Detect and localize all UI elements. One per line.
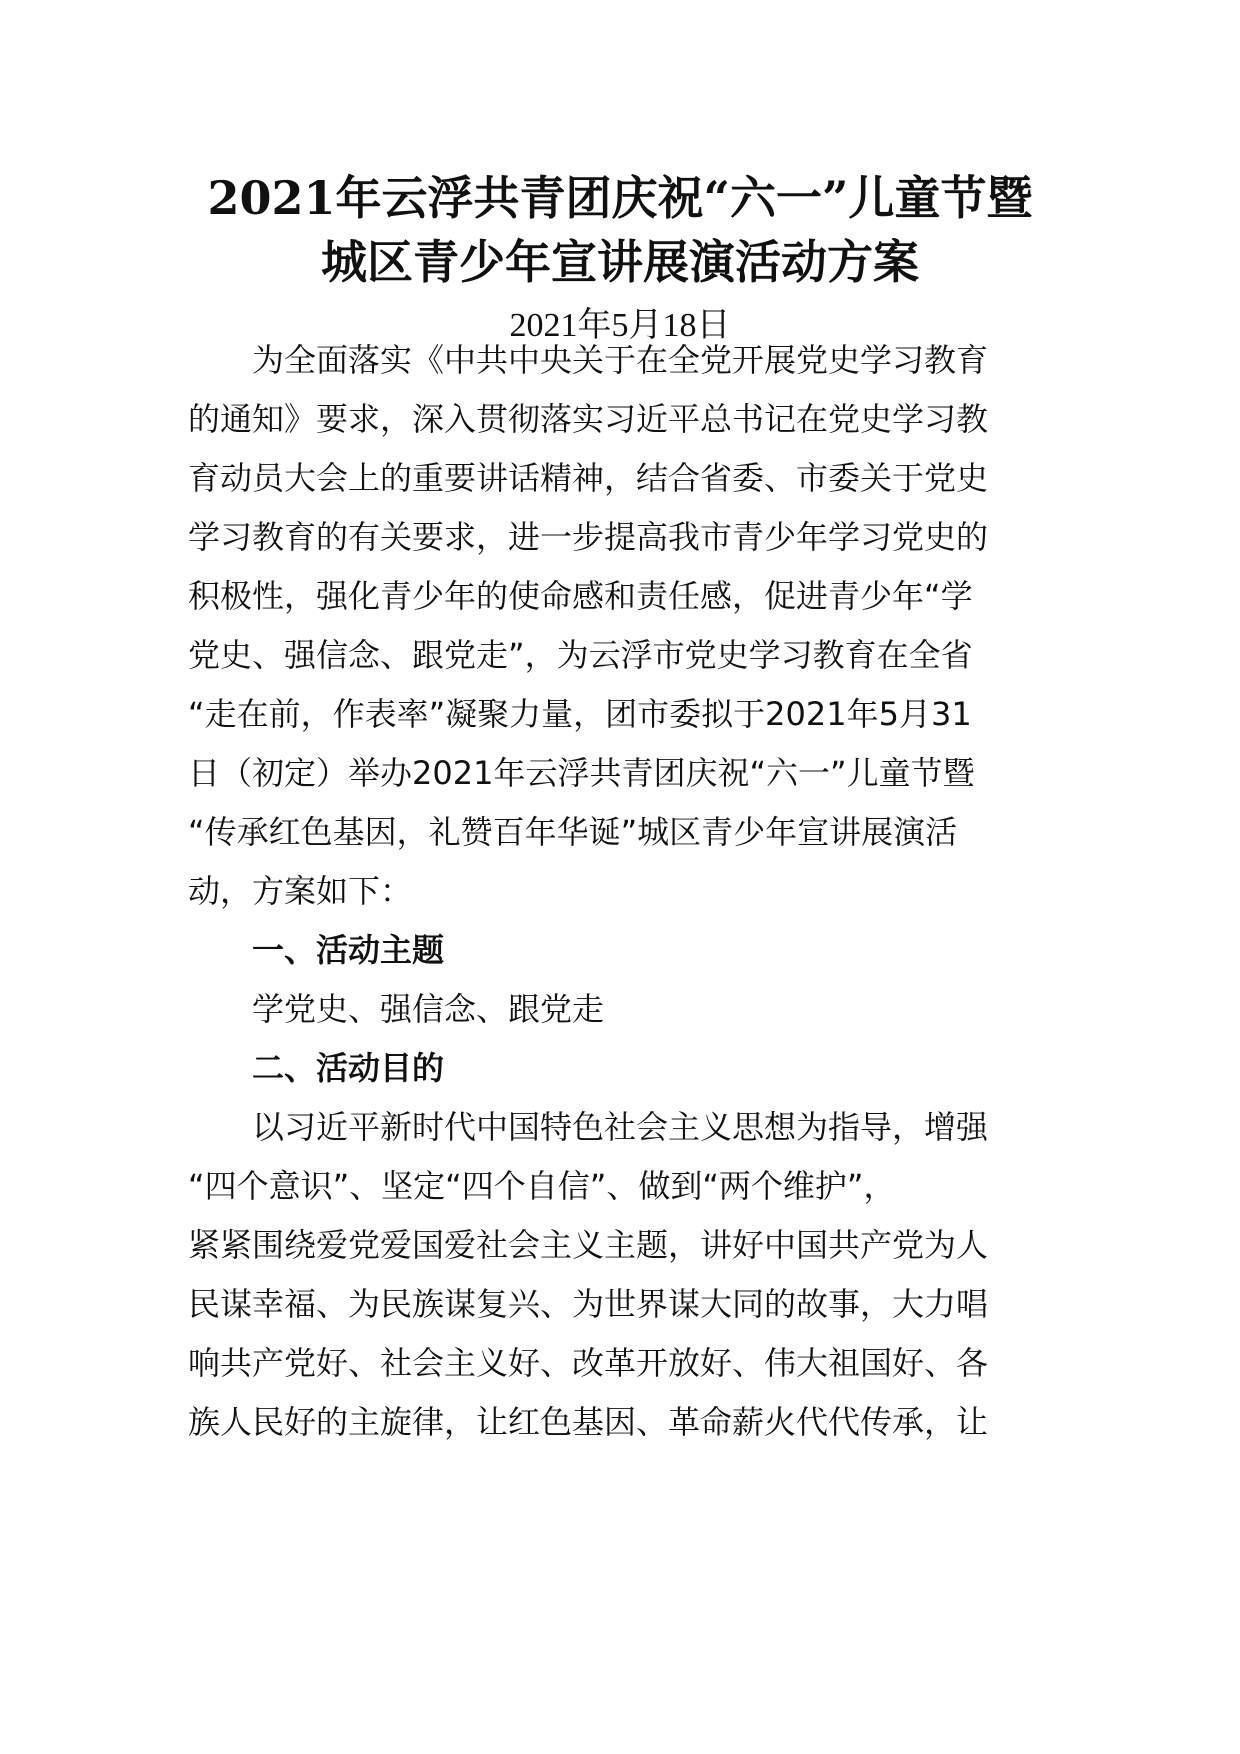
document-date: 2021年5月18日 (509, 307, 731, 344)
section-2-paragraph-line: 以习近平新时代中国特色社会主义思想为指导，增强 (252, 1108, 989, 1146)
intro-paragraph-line: 党史、强信念、跟党走”，为云浮市党史学习教育在全省 (188, 636, 973, 674)
intro-paragraph-line: “走在前，作表率”凝聚力量，团市委拟于2021年5月31 (188, 695, 972, 733)
section-2-paragraph-line: 族人民好的主旋律，让红色基因、革命薪火代代传承，让 (188, 1403, 989, 1441)
intro-paragraph-line: “传承红色基因，礼赞百年华诞”城区青少年宣讲展演活 (188, 813, 958, 851)
section-2-heading: 二、活动目的 (252, 1049, 445, 1087)
document-title-line-1: 2021年云浮共青团庆祝“六一”儿童节暨 (207, 171, 1033, 225)
section-2-paragraph-line: 民谋幸福、为民族谋复兴、为世界谋大同的故事，大力唱 (188, 1285, 989, 1323)
section-1-text: 学党史、强信念、跟党走 (252, 990, 605, 1028)
document-title-line-2: 城区青少年宣讲展演活动方案 (321, 235, 919, 289)
section-2-paragraph-line: 响共产党好、社会主义好、改革开放好、伟大祖国好、各 (188, 1344, 989, 1382)
intro-paragraph-line: 为全面落实《中共中央关于在全党开展党史学习教育 (252, 341, 989, 379)
intro-paragraph-line: 育动员大会上的重要讲话精神，结合省委、市委关于党史 (188, 459, 989, 497)
intro-paragraph-line: 积极性，强化青少年的使命感和责任感，促进青少年“学 (188, 577, 973, 615)
section-1-heading: 一、活动主题 (252, 931, 445, 969)
intro-paragraph-line: 日（初定）举办2021年云浮共青团庆祝“六一”儿童节暨 (188, 754, 975, 792)
intro-paragraph-line: 学习教育的有关要求，进一步提高我市青少年学习党史的 (188, 518, 989, 556)
section-2-paragraph-line: 紧紧围绕爱党爱国爱社会主义主题，讲好中国共产党为人 (188, 1226, 989, 1264)
intro-paragraph-line: 动，方案如下： (188, 872, 413, 910)
section-2-paragraph-line: “四个意识”、坚定“四个自信”、做到“两个维护”， (188, 1167, 896, 1205)
intro-paragraph-line: 的通知》要求，深入贯彻落实习近平总书记在党史学习教 (188, 400, 989, 438)
